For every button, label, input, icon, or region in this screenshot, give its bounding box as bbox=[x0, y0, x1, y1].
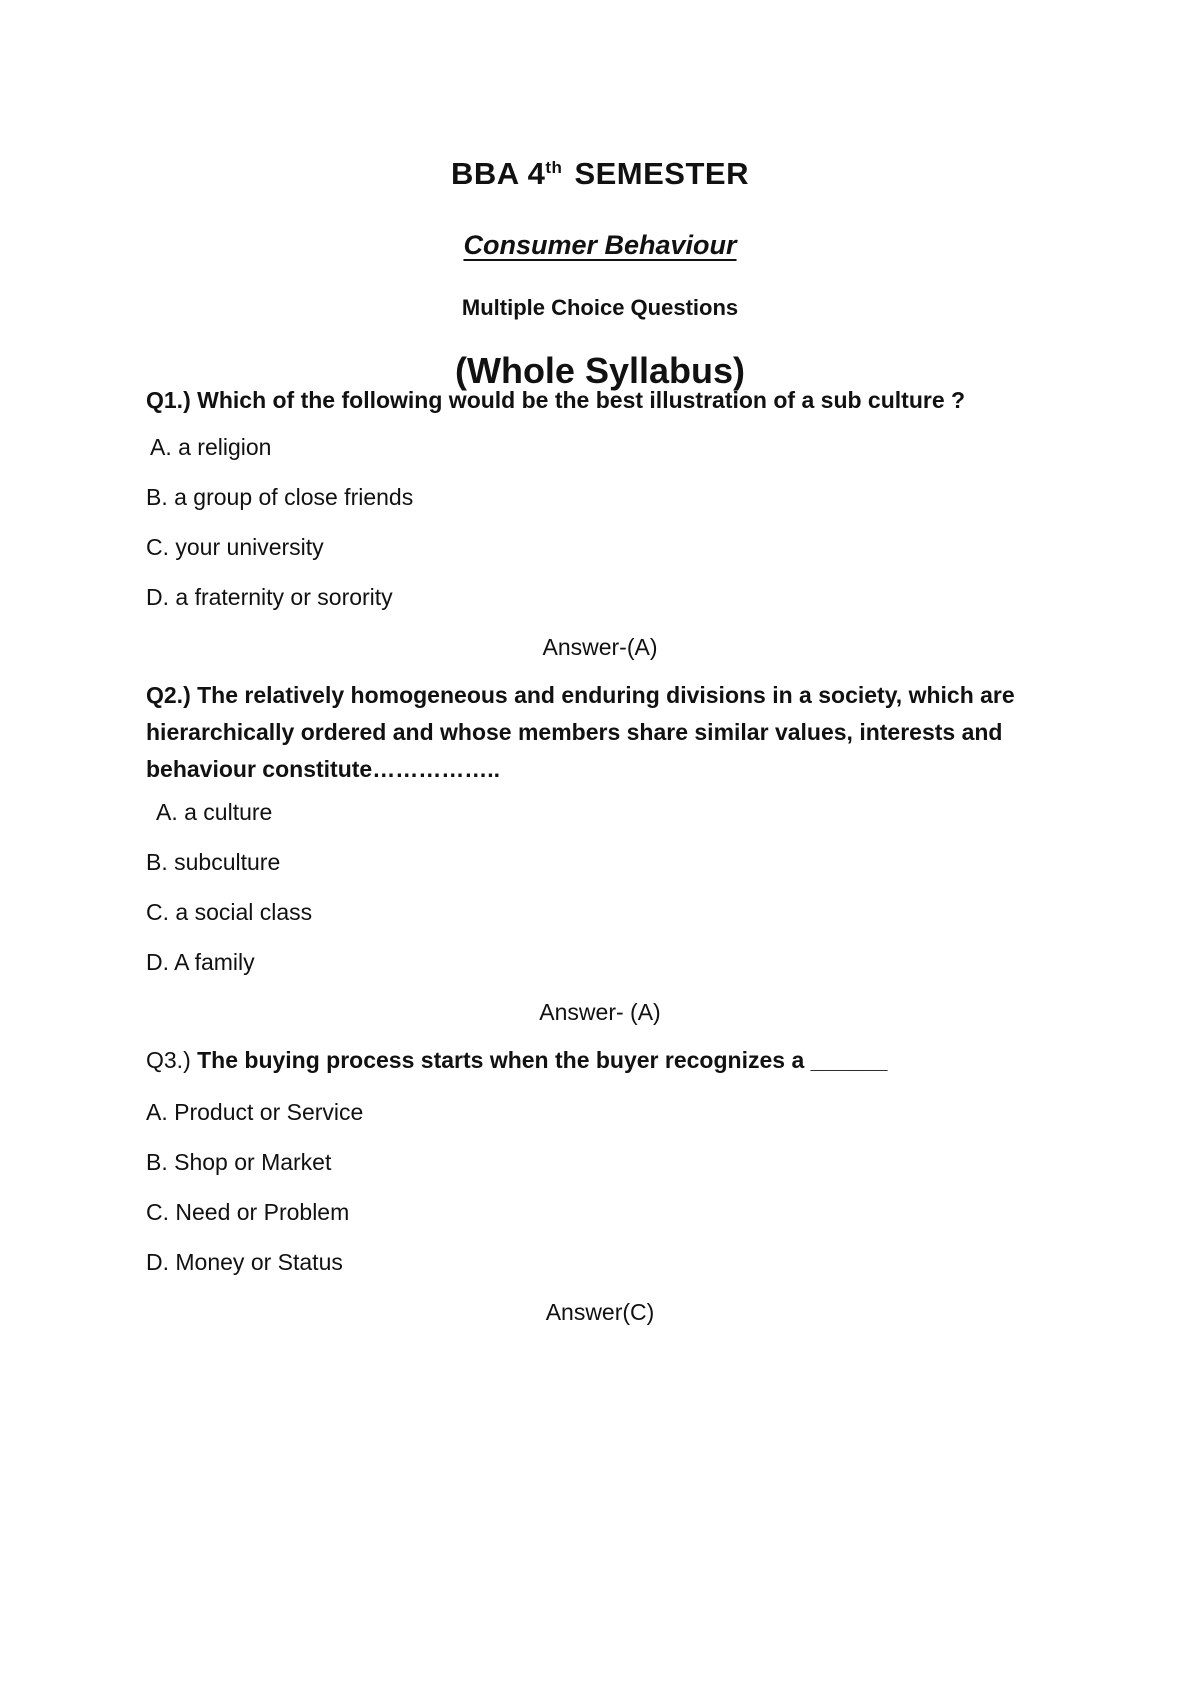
question-1-option-d: D. a fraternity or sorority bbox=[146, 584, 393, 610]
question-2-text: The relatively homogeneous and enduring divisions in a society, which are hierarchically ordered and whose members share similar values, interests and behaviour constitute…………….. bbox=[146, 682, 1015, 782]
question-2-option-c: C. a social class bbox=[146, 899, 313, 925]
question-2-number: Q2.) bbox=[146, 682, 191, 708]
question-3-option-c: C. Need or Problem bbox=[146, 1199, 350, 1225]
question-2 bbox=[146, 677, 1086, 788]
course-label: BBA 4 bbox=[451, 156, 546, 191]
question-2-option-a: A. a culture bbox=[156, 799, 273, 825]
question-1-number: Q1.) bbox=[146, 387, 191, 413]
question-2-option-d: D. A family bbox=[146, 949, 255, 975]
subject-title: Consumer Behaviour bbox=[463, 230, 737, 260]
question-1-answer: Answer-(A) bbox=[542, 634, 658, 660]
question-3-text: The buying process starts when the buyer recognizes a ______ bbox=[197, 1047, 888, 1073]
course-heading bbox=[0, 156, 1200, 192]
question-1-option-a: A. a religion bbox=[150, 434, 272, 460]
course-superscript: th bbox=[545, 157, 563, 177]
syllabus-scope: (Whole Syllabus) bbox=[454, 350, 746, 391]
question-3-option-d: D. Money or Status bbox=[146, 1249, 343, 1275]
question-1-option-b: B. a group of close friends bbox=[146, 484, 414, 510]
question-3-option-b: B. Shop or Market bbox=[146, 1149, 332, 1175]
question-3-answer: Answer(C) bbox=[545, 1299, 655, 1325]
document-type: Multiple Choice Questions bbox=[461, 295, 739, 320]
course-semester: SEMESTER bbox=[574, 156, 749, 191]
question-1-option-c: C. your university bbox=[146, 534, 324, 560]
question-1 bbox=[146, 382, 1086, 419]
question-2-option-b: B. subculture bbox=[146, 849, 281, 875]
question-3 bbox=[146, 1042, 1086, 1079]
question-2-answer: Answer- (A) bbox=[539, 999, 661, 1025]
question-1-text: Which of the following would be the best illustration of a sub culture ? bbox=[197, 387, 966, 413]
question-3-number: Q3.) bbox=[146, 1047, 191, 1073]
question-3-option-a: A. Product or Service bbox=[146, 1099, 364, 1125]
